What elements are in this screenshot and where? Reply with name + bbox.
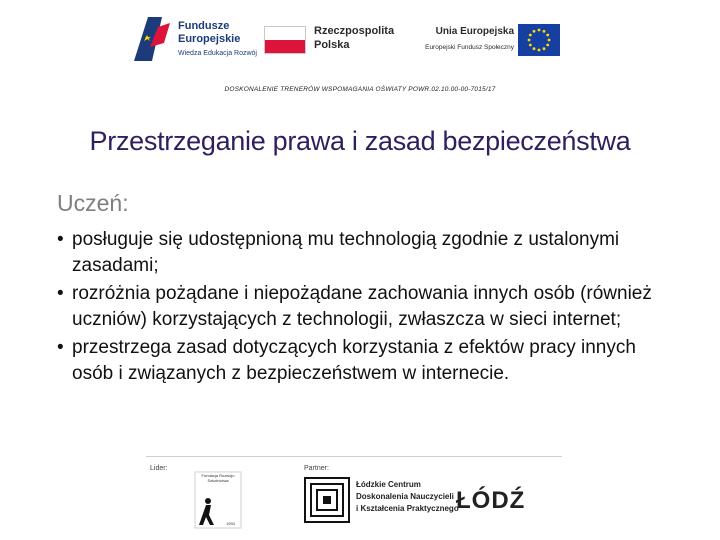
- polish-flag-icon: [264, 26, 306, 54]
- lcdn-line3: i Kształcenia Praktycznego: [356, 504, 459, 513]
- unia-subtitle: Europejski Fundusz Społeczny: [425, 44, 514, 51]
- rzeczpospolita-line2: Polska: [314, 39, 350, 51]
- lcdn-name: [356, 479, 459, 515]
- bullet-icon: •: [57, 229, 64, 250]
- unia-europejska-logo: [410, 14, 566, 66]
- walking-figure-icon: [198, 497, 228, 527]
- lcdn-square-icon: [304, 477, 350, 523]
- lcdn-line2: Doskonalenia Nauczycieli: [356, 492, 454, 501]
- fundusze-subtitle: Wiedza Edukacja Rozwój: [178, 50, 257, 57]
- list-item-text: przestrzega zasad dotyczących korzystania z efektów pracy innych osób i związanych z bezpieczeństwem w internecie.: [72, 337, 636, 384]
- crest-year: 1993: [226, 521, 235, 526]
- crest-text: Fundacja Rozwoju Szkolnictwa: [201, 473, 235, 483]
- bullet-icon: •: [57, 337, 64, 358]
- unia-title: Unia Europejska: [435, 26, 514, 37]
- fundusze-europejskie-logo: [134, 14, 257, 66]
- rzeczpospolita-name: [314, 24, 394, 52]
- fundusze-name: [178, 20, 240, 46]
- slide-title: Przestrzeganie prawa i zasad bezpieczeństwa: [89, 126, 631, 156]
- fundusze-line1: Fundusze: [178, 20, 230, 32]
- rzeczpospolita-logo: [264, 14, 394, 66]
- list-item: [57, 281, 677, 333]
- bullet-icon: •: [57, 283, 64, 304]
- list-item-text: posługuje się udostępnioną mu technologią zgodnie z ustalonymi zasadami;: [72, 229, 620, 276]
- subheading: Uczeń:: [57, 190, 129, 216]
- eu-flag-icon: [518, 24, 560, 56]
- header-logo-bar: [134, 14, 564, 66]
- project-code-line: DOSKONALENIE TRENERÓW WSPOMAGANIA OŚWIATY POWR.02.10.00-00-7015/17: [224, 86, 496, 93]
- lcdn-line1: Łódzkie Centrum: [356, 480, 421, 489]
- fundusze-line2: Europejskie: [178, 33, 241, 45]
- rzeczpospolita-line1: Rzeczpospolita: [314, 25, 395, 37]
- lodz-city-logo: ŁÓDŹ: [456, 487, 526, 514]
- partner-label: Partner:: [304, 465, 329, 472]
- fundusze-star-icon: [134, 17, 174, 61]
- leader-label: Lider:: [150, 465, 168, 472]
- list-item: [57, 227, 677, 279]
- bullet-list: [57, 227, 677, 389]
- list-item: [57, 335, 677, 387]
- partner-footer: [146, 456, 562, 533]
- list-item-text: rozróżnia pożądane i niepożądane zachowania innych osób (również uczniów) korzystających z technologii, zwłaszcza w sieci internet;: [72, 283, 652, 330]
